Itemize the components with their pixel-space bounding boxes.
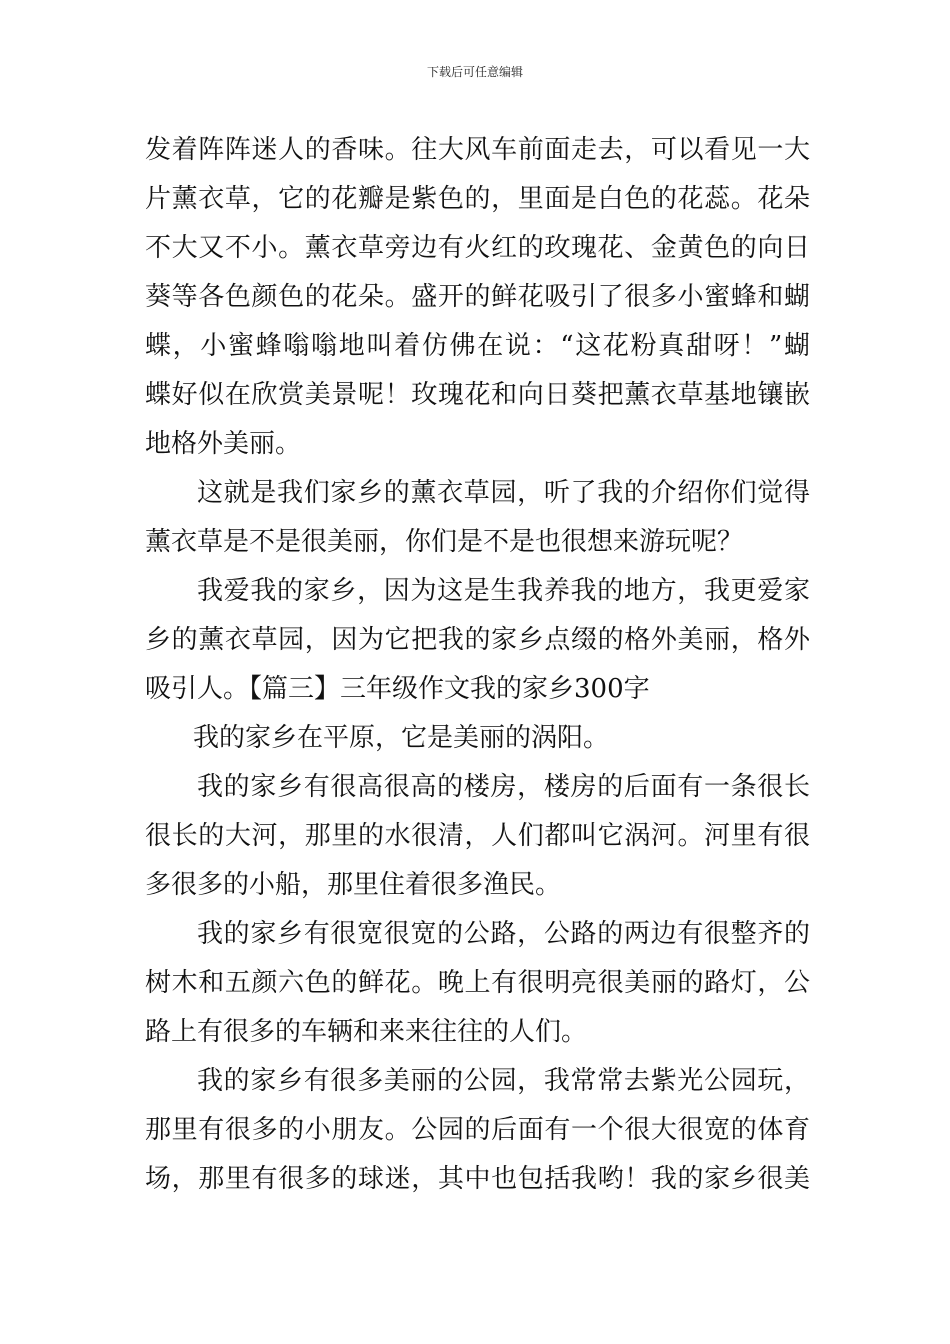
- text-line: 吸引人。【篇三】三年级作文我的家乡300字: [145, 674, 650, 704]
- text-line: 蝶好似在欣赏美景呢！玫瑰花和向日葵把薰衣草基地镶嵌: [145, 380, 810, 410]
- document-body: [145, 126, 810, 1204]
- text-line: 不大又不小。薰衣草旁边有火红的玫瑰花、金黄色的向日: [145, 233, 810, 263]
- text-line: 我的家乡有很宽很宽的公路，公路的两边有很整齐的: [197, 919, 810, 949]
- text-line: 这就是我们家乡的薰衣草园，听了我的介绍你们觉得: [197, 478, 810, 508]
- text-line: 我的家乡在平原，它是美丽的涡阳。: [193, 723, 610, 753]
- text-line: 那里有很多的小朋友。公园的后面有一个很大很宽的体育: [145, 1115, 810, 1145]
- text-line: 地格外美丽。: [145, 429, 302, 459]
- text-line: 路上有很多的车辆和来来往往的人们。: [145, 1017, 588, 1047]
- text-line: 我爱我的家乡，因为这是生我养我的地方，我更爱家: [197, 576, 810, 606]
- text-line: 我的家乡有很高很高的楼房，楼房的后面有一条很长: [197, 772, 810, 802]
- page-header: 下载后可任意编辑: [426, 65, 523, 79]
- text-line: 场，那里有很多的球迷，其中也包括我哟！我的家乡很美: [145, 1164, 810, 1194]
- text-line: 蝶，小蜜蜂嗡嗡地叫着仿佛在说：“这花粉真甜呀！”蝴: [145, 331, 810, 361]
- text-line: 葵等各色颜色的花朵。盛开的鲜花吸引了很多小蜜蜂和蝴: [145, 282, 810, 312]
- text-line: 薰衣草是不是很美丽，你们是不是也很想来游玩呢？: [145, 527, 744, 557]
- text-line: 树木和五颜六色的鲜花。晚上有很明亮很美丽的路灯，公: [145, 968, 810, 998]
- text-line: 乡的薰衣草园，因为它把我的家乡点缀的格外美丽，格外: [145, 625, 810, 655]
- text-line: 我的家乡有很多美丽的公园，我常常去紫光公园玩，: [197, 1066, 810, 1096]
- text-line: 片薰衣草，它的花瓣是紫色的，里面是白色的花蕊。花朵: [145, 184, 810, 214]
- text-line: 很长的大河，那里的水很清，人们都叫它涡河。河里有很: [145, 821, 810, 851]
- text-line: 发着阵阵迷人的香味。往大风车前面走去，可以看见一大: [145, 135, 810, 165]
- text-line: 多很多的小船，那里住着很多渔民。: [145, 870, 562, 900]
